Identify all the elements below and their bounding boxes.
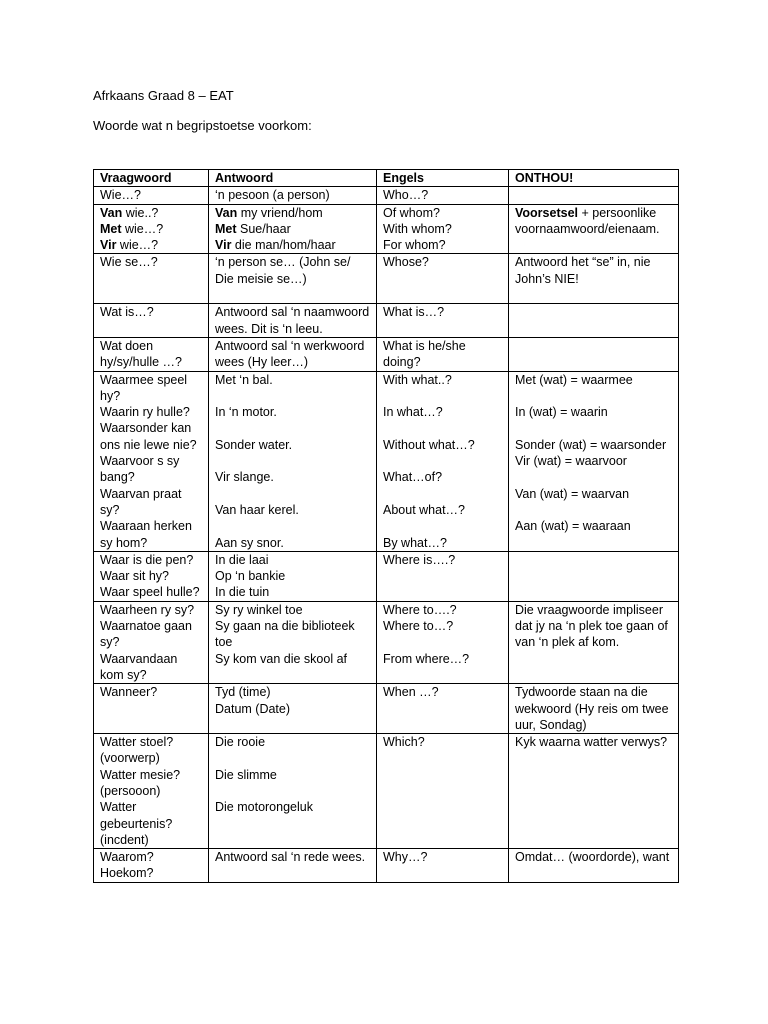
cell-vraagwoord <box>94 734 209 849</box>
cell-line: Met ‘n bal. <box>215 372 273 387</box>
cell-onthou <box>509 684 679 734</box>
cell-line: Antwoord het “se” in, nie John’s NIE! <box>515 255 651 286</box>
cell-line: Waar is die pen? <box>100 552 194 567</box>
cell-line: Which? <box>383 735 425 750</box>
cell-line: Sy ry winkel toe <box>215 602 303 617</box>
cell-engels <box>377 254 509 304</box>
cell-antwoord <box>209 684 377 734</box>
cell-line: In die laai <box>215 552 269 567</box>
cell-onthou <box>509 304 679 338</box>
bold-keyword: Vir <box>100 238 117 253</box>
cell-line: Waarnatoe gaan sy? <box>100 619 192 650</box>
cell-line: Van wie..? <box>100 205 159 220</box>
cell-line: Of whom? <box>383 205 440 220</box>
table-row <box>94 551 679 601</box>
cell-antwoord <box>209 849 377 883</box>
table-row <box>94 337 679 371</box>
header-engels: Engels <box>377 170 509 187</box>
cell-line: Antwoord sal ‘n werkwoord wees (Hy leer…) <box>215 338 365 370</box>
table-row <box>94 734 679 849</box>
cell-line: With whom? <box>383 221 452 236</box>
cell-line: Wat is…? <box>100 305 154 320</box>
cell-line: Tydwoorde staan na die wekwoord (Hy reis om twee uur, Sondag) <box>515 685 669 732</box>
cell-line: Met wie…? <box>100 221 164 236</box>
bold-keyword: Van <box>100 205 123 220</box>
line-spacer <box>215 453 372 469</box>
cell-line: Sy gaan na die biblioteek toe <box>215 619 355 650</box>
cell-vraagwoord <box>94 337 209 371</box>
line-spacer <box>515 388 674 404</box>
cell-line: What is…? <box>383 305 445 320</box>
header-vraagwoord: Vraagwoord <box>94 170 209 187</box>
cell-vraagwoord <box>94 304 209 338</box>
cell-vraagwoord <box>94 849 209 883</box>
cell-onthou <box>509 187 679 204</box>
cell-vraagwoord <box>94 187 209 204</box>
cell-line: From where…? <box>383 651 470 666</box>
table-row <box>94 204 679 254</box>
line-spacer <box>383 420 504 436</box>
cell-line: In what…? <box>383 405 443 420</box>
cell-line: When …? <box>383 685 439 700</box>
cell-line: For whom? <box>383 238 446 253</box>
cell-line: Met Sue/haar <box>215 221 291 236</box>
cell-line: What…of? <box>383 470 443 485</box>
line-spacer <box>383 453 504 469</box>
cell-line: Kyk waarna watter verwys? <box>515 735 668 750</box>
cell-line: Where is….? <box>383 552 456 567</box>
cell-line: Van my vriend/hom <box>215 205 323 220</box>
cell-line: Van (wat) = waarvan <box>515 486 630 501</box>
cell-line: Sonder (wat) = waarsonder <box>515 437 667 452</box>
cell-line: Waarvan praat sy? <box>100 486 182 517</box>
cell-line: In ‘n motor. <box>215 405 277 420</box>
table-row <box>94 304 679 338</box>
cell-line: Voorsetsel + persoonlike voornaamwoord/eienaam. <box>515 205 660 236</box>
table-row <box>94 254 679 304</box>
cell-line: Watter gebeurtenis? (incdent) <box>100 800 173 847</box>
cell-line: Die slimme <box>215 767 277 782</box>
table-body <box>94 187 679 882</box>
table-row <box>94 371 679 551</box>
cell-onthou <box>509 254 679 304</box>
cell-onthou <box>509 204 679 254</box>
cell-engels <box>377 734 509 849</box>
cell-line: Where to…? <box>383 619 454 634</box>
cell-line: What is he/she doing? <box>383 338 466 370</box>
cell-line: Without what…? <box>383 437 475 452</box>
cell-line: Waarmee speel hy? <box>100 372 188 403</box>
cell-line: Waarin ry hulle? <box>100 405 190 420</box>
cell-engels <box>377 551 509 601</box>
line-spacer <box>383 634 504 650</box>
cell-line: Van haar kerel. <box>215 502 299 517</box>
header-antwoord: Antwoord <box>209 170 377 187</box>
cell-onthou <box>509 337 679 371</box>
cell-engels <box>377 684 509 734</box>
cell-engels <box>377 371 509 551</box>
cell-vraagwoord <box>94 551 209 601</box>
cell-engels <box>377 849 509 883</box>
cell-onthou <box>509 734 679 849</box>
line-spacer <box>515 469 674 485</box>
cell-onthou <box>509 371 679 551</box>
cell-line: Why…? <box>383 850 428 865</box>
cell-line: Aan sy snor. <box>215 535 284 550</box>
document-title: Afrkaans Graad 8 – EAT <box>93 88 234 103</box>
cell-onthou <box>509 849 679 883</box>
cell-line: Watter mesie? (persooon) <box>100 767 181 798</box>
line-spacer <box>215 486 372 502</box>
cell-line: Vir slange. <box>215 470 274 485</box>
cell-line: About what…? <box>383 502 465 517</box>
cell-line: Waarvoor s sy bang? <box>100 454 180 485</box>
cell-vraagwoord <box>94 204 209 254</box>
cell-line: Where to….? <box>383 602 457 617</box>
cell-engels <box>377 601 509 683</box>
cell-line: Waarvandaan kom sy? <box>100 651 178 682</box>
bold-keyword: Met <box>215 221 237 236</box>
cell-antwoord <box>209 254 377 304</box>
cell-antwoord <box>209 601 377 683</box>
cell-line: Waaraan herken sy hom? <box>100 519 192 550</box>
line-spacer <box>383 486 504 502</box>
cell-engels <box>377 304 509 338</box>
cell-line: Sonder water. <box>215 437 293 452</box>
cell-line: Vir (wat) = waarvoor <box>515 454 627 469</box>
line-spacer <box>383 388 504 404</box>
bold-keyword: Van <box>215 205 238 220</box>
question-words-table <box>93 169 679 883</box>
line-spacer <box>215 388 372 404</box>
cell-engels <box>377 337 509 371</box>
cell-line: Waarsonder kan ons nie lewe nie? <box>100 421 197 452</box>
cell-line: Die rooie <box>215 735 266 750</box>
cell-onthou <box>509 551 679 601</box>
cell-line: Wie…? <box>100 188 141 203</box>
cell-line: Tyd (time) <box>215 685 271 700</box>
cell-vraagwoord <box>94 684 209 734</box>
cell-antwoord <box>209 187 377 204</box>
table-row <box>94 684 679 734</box>
cell-line: Vir die man/hom/haar <box>215 238 336 253</box>
cell-line: ‘n person se… (John se/ Die meisie se…) <box>215 255 351 286</box>
cell-antwoord <box>209 337 377 371</box>
line-spacer <box>215 420 372 436</box>
cell-line: By what…? <box>383 535 447 550</box>
cell-line: Whose? <box>383 255 429 270</box>
cell-line: Waarom? <box>100 850 154 865</box>
cell-antwoord <box>209 551 377 601</box>
line-spacer <box>515 420 674 436</box>
line-spacer <box>515 502 674 518</box>
cell-line: Waar sit hy? <box>100 569 170 584</box>
header-onthou: ONTHOU! <box>509 170 679 187</box>
table-row <box>94 849 679 883</box>
cell-line: Met (wat) = waarmee <box>515 372 633 387</box>
document-subtitle: Woorde wat n begripstoetse voorkom: <box>93 118 312 133</box>
cell-antwoord <box>209 204 377 254</box>
cell-line: Antwoord sal ‘n rede wees. <box>215 850 366 865</box>
cell-engels <box>377 187 509 204</box>
cell-line: Omdat… (woordorde), want <box>515 850 670 865</box>
table-header-row <box>94 170 679 187</box>
line-spacer <box>215 783 372 799</box>
cell-line: Wanneer? <box>100 685 158 700</box>
cell-onthou <box>509 601 679 683</box>
cell-line: Vir wie…? <box>100 238 159 253</box>
bold-keyword: Met <box>100 221 122 236</box>
cell-line: Waar speel hulle? <box>100 585 200 600</box>
cell-vraagwoord <box>94 371 209 551</box>
cell-line: Sy kom van die skool af <box>215 651 348 666</box>
cell-line: Die motorongeluk <box>215 800 313 815</box>
table-row <box>94 601 679 683</box>
cell-antwoord <box>209 734 377 849</box>
bold-keyword: Voorsetsel <box>515 205 578 220</box>
cell-line: Aan (wat) = waaraan <box>515 519 631 534</box>
cell-line: Datum (Date) <box>215 701 291 716</box>
table-row <box>94 187 679 204</box>
line-spacer <box>383 518 504 534</box>
line-spacer <box>215 750 372 766</box>
bold-keyword: Vir <box>215 238 232 253</box>
cell-line: In die tuin <box>215 585 270 600</box>
cell-line: Antwoord sal ‘n naamwoord wees. Dit is ‘n leeu. <box>215 305 370 336</box>
cell-line: Op ‘n bankie <box>215 569 286 584</box>
cell-line: With what..? <box>383 372 452 387</box>
cell-line: Die vraagwoorde impliseer dat jy na ‘n plek toe gaan of van ‘n plek af kom. <box>515 602 668 650</box>
cell-antwoord <box>209 371 377 551</box>
cell-vraagwoord <box>94 601 209 683</box>
cell-vraagwoord <box>94 254 209 304</box>
cell-line: In (wat) = waarin <box>515 405 608 420</box>
cell-engels <box>377 204 509 254</box>
cell-line: Waarheen ry sy? <box>100 602 195 617</box>
cell-line: Hoekom? <box>100 866 154 881</box>
line-spacer <box>215 518 372 534</box>
cell-line: Wat doen hy/sy/hulle …? <box>100 338 182 370</box>
cell-line: Who…? <box>383 188 429 203</box>
line-spacer <box>215 287 372 303</box>
cell-line: Wie se…? <box>100 255 158 270</box>
cell-line: Watter stoel? (voorwerp) <box>100 735 174 766</box>
cell-antwoord <box>209 304 377 338</box>
cell-line: ‘n pesoon (a person) <box>215 188 330 203</box>
